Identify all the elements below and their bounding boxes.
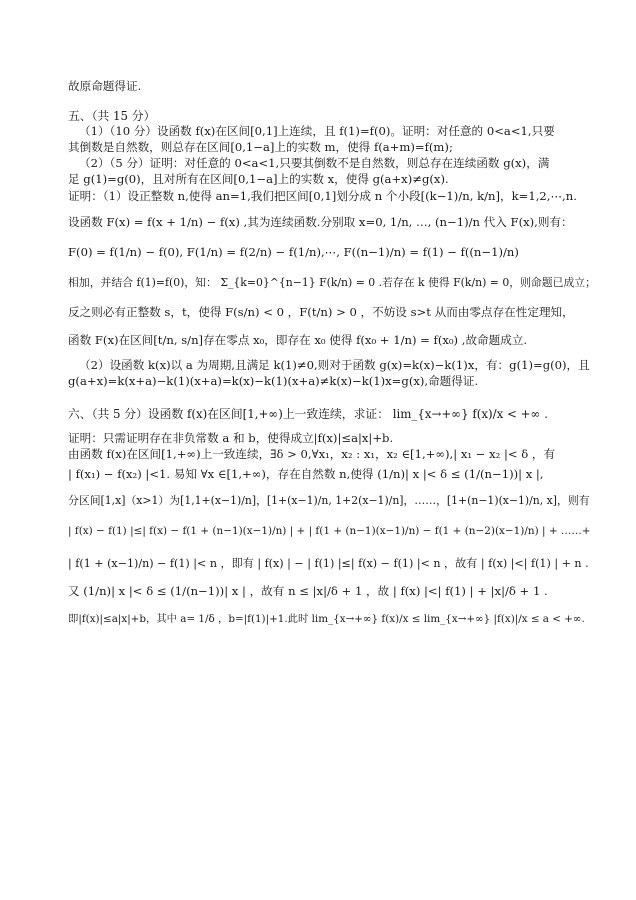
text-line: 即|f(x)|≤a|x|+b，其中 a= 1/δ ，b=|f(1)|+1.此时 lim_{x→+∞} f(x)/x ≤ lim_{x→+∞} |f(x)|/x ≤ a < +∞. bbox=[68, 613, 585, 625]
text-line: 反之则必有正整数 s，t，使得 F(s/n) < 0 ，F(t/n) > 0 ，不妨设 s>t 从而由零点存在性定理知， bbox=[68, 305, 574, 319]
text-line: （2）设函数 k(x)以 a 为周期,且满足 k(1)≠0,则对于函数 g(x)=k(x)−k(1)x，有：g(1)=g(0)，且 bbox=[79, 358, 590, 372]
formula-line: F(0) = f(1/n) − f(0), F(1/n) = f(2/n) − f(1/n),⋯, F((n−1)/n) = f(1) − f((n−1)/n) bbox=[68, 245, 519, 259]
section-six-heading: 六、（共 5 分）设函数 f(x)在区间[1,+∞)上一致连续，求证： lim_{x→+∞} f(x)/x < +∞ . bbox=[68, 407, 548, 421]
text-line: （1）（10 分）设函数 f(x)在区间[0,1]上连续，且 f(1)=f(0)。证明：对任意的 0<a<1,只要 bbox=[79, 124, 555, 138]
text-line: 证明：（1）设正整数 n,使得 an=1,我们把区间[0,1]划分成 n 个小段[(k−1)/n, k/n]，k=1,2,⋯,n. bbox=[68, 189, 577, 203]
text-line: | f(x₁) − f(x₂) |<1. 易知 ∀x ∈[1,+∞)，存在自然数 n,使得 (1/n)| x |< δ ≤ (1/(n−1))| x |, bbox=[68, 467, 544, 481]
text-line: 足 g(1)=g(0)，且对所有在区间[0,1−a]上的实数 x，使得 g(a+x)≠g(x). bbox=[68, 172, 449, 186]
text-line: 又 (1/n)| x |< δ ≤ (1/(n−1))| x | ，故有 n ≤ |x|/δ + 1 ，故 | f(x) |<| f(1) | + |x|/δ + 1 . bbox=[68, 584, 548, 598]
formula-line: | f(x) − f(1) |≤| f(x) − f(1 + (n−1)(x−1)/n) | + | f(1 + (n−1)(x−1)/n) − f(1 + (n−2)(x−1)/n) | + ……+ bbox=[68, 525, 591, 537]
text-line: 设函数 F(x) = f(x + 1/n) − f(x) ,其为连续函数.分别取 x=0, 1/n, …, (n−1)/n 代入 F(x),则有： bbox=[68, 215, 573, 229]
text-line: g(a+x)=k(x+a)−k(1)(x+a)=k(x)−k(1)(x+a)≠k(x)−k(1)x=g(x),命题得证. bbox=[68, 374, 479, 388]
text-line: 证明：只需证明存在非负常数 a 和 b，使得成立|f(x)|≤a|x|+b. bbox=[68, 431, 394, 445]
text-line: 相加，并结合 f(1)=f(0)，知： Σ_{k=0}^{n−1} F(k/n) = 0 .若存在 k 使得 F(k/n) = 0，则命题已成立； bbox=[68, 276, 596, 289]
text-line: 函数 F(x)在区间[t/n, s/n]存在零点 x₀，即存在 x₀ 使得 f(x₀ + 1/n) = f(x₀) ,故命题成立. bbox=[68, 333, 528, 347]
text-line: | f(1 + (x−1)/n) − f(1) |< n ，即有 | f(x) | − | f(1) |≤| f(x) − f(1) |< n ，故有 | f(x) |<| f(1) | + n . bbox=[68, 557, 589, 570]
text-line-conclusion: 故原命题得证. bbox=[68, 79, 142, 93]
text-line: 分区间[1,x]（x>1）为[1,1+(x−1)/n]，[1+(x−1)/n, 1+2(x−1)/n]，……，[1+(n−1)(x−1)/n, x]，则有 bbox=[68, 494, 590, 507]
text-line: 其倒数是自然数，则总存在区间[0,1−a]上的实数 m，使得 f(a+m)=f(m); bbox=[68, 140, 453, 154]
text-line: 由函数 f(x)在区间[1,+∞)上一致连续，∃δ > 0,∀x₁，x₂ : x₁，x₂ ∈[1,+∞),| x₁ − x₂ |< δ ，有 bbox=[68, 447, 556, 461]
text-line: （2）（5 分）证明：对任意的 0<a<1,只要其倒数不是自然数，则总存在连续函数 g(x)，满 bbox=[79, 156, 550, 170]
section-five-heading: 五、（共 15 分） bbox=[68, 109, 156, 123]
